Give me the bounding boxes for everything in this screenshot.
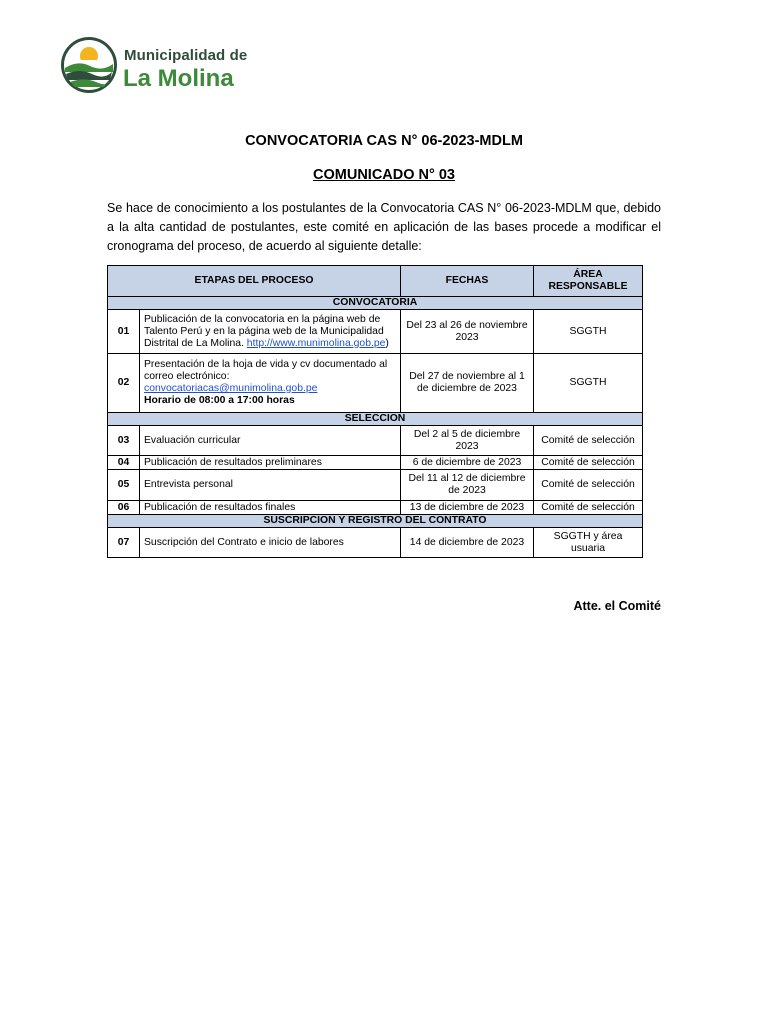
table-row — [108, 528, 643, 558]
row-stage: Evaluación curricular — [140, 426, 401, 456]
email-link[interactable]: convocatoriacas@munimolina.gob.pe — [144, 383, 318, 394]
row-area: SGGTH y área usuaria — [534, 528, 643, 558]
logo-text-top: Municipalidad de — [124, 47, 248, 64]
section-row-seleccion — [108, 413, 643, 426]
row-date: Del 2 al 5 de diciembre 2023 — [401, 426, 534, 456]
table-row — [108, 470, 643, 501]
header-dates: FECHAS — [401, 266, 534, 297]
row-number: 02 — [108, 354, 140, 413]
section-row-convocatoria — [108, 297, 643, 310]
section-label: SELECCION — [108, 413, 643, 426]
row-stage: Suscripción del Contrato e inicio de labores — [140, 528, 401, 558]
row-date: Del 23 al 26 de noviembre 2023 — [401, 310, 534, 354]
row-number: 07 — [108, 528, 140, 558]
signature: Atte. el Comité — [573, 599, 661, 613]
row-area: Comité de selección — [534, 456, 643, 470]
header-area: ÁREA RESPONSABLE — [534, 266, 643, 297]
row-stage-text-end: ) — [385, 337, 389, 349]
row-stage-text: Publicación de la convocatoria en la página web de Talento Perú y en la página web de la Municipalidad Distrital de La Molina. — [144, 313, 384, 349]
row-area: Comité de selección — [534, 501, 643, 515]
document-subtitle: COMUNICADO N° 03 — [313, 167, 455, 183]
section-label: SUSCRIPCION Y REGISTRO DEL CONTRATO — [108, 515, 643, 528]
section-label: CONVOCATORIA — [108, 297, 643, 310]
table-row — [108, 426, 643, 456]
table-row — [108, 310, 643, 354]
row-number: 04 — [108, 456, 140, 470]
municipality-logo-icon — [60, 34, 118, 96]
header-stage: ETAPAS DEL PROCESO — [108, 266, 401, 297]
schedule-table — [107, 265, 643, 558]
municipality-logo — [60, 34, 260, 100]
row-stage-text: Presentación de la hoja de vida y cv documentado al correo electrónico: — [144, 359, 388, 382]
row-number: 06 — [108, 501, 140, 515]
row-date: 6 de diciembre de 2023 — [401, 456, 534, 470]
schedule-hours: Horario de 08:00 a 17:00 horas — [144, 395, 295, 406]
row-area: SGGTH — [534, 310, 643, 354]
row-date: 13 de diciembre de 2023 — [401, 501, 534, 515]
website-link[interactable]: http://www.munimolina.gob.pe — [246, 337, 386, 349]
table-row — [108, 456, 643, 470]
section-row-suscripcion — [108, 515, 643, 528]
row-number: 05 — [108, 470, 140, 501]
row-stage: Publicación de resultados preliminares — [140, 456, 401, 470]
row-area: Comité de selección — [534, 426, 643, 456]
table-row — [108, 354, 643, 413]
row-stage: Entrevista personal — [140, 470, 401, 501]
document-title: CONVOCATORIA CAS N° 06-2023-MDLM — [245, 133, 523, 149]
row-number: 03 — [108, 426, 140, 456]
row-date: 14 de diciembre de 2023 — [401, 528, 534, 558]
row-area: Comité de selección — [534, 470, 643, 501]
row-date: Del 11 al 12 de diciembre de 2023 — [401, 470, 534, 501]
table-header-row — [108, 266, 643, 297]
table-row — [108, 501, 643, 515]
row-stage: Publicación de resultados finales — [140, 501, 401, 515]
row-stage — [140, 354, 401, 413]
intro-paragraph: Se hace de conocimiento a los postulantes de la Convocatoria CAS N° 06-2023-MDLM que, debido a la alta cantidad de postulantes, este comité en aplicación de las bases procede a modificar el cronograma del proceso, de acuerdo al siguiente detalle: — [107, 201, 661, 253]
row-stage — [140, 310, 401, 354]
logo-text-bottom: La Molina — [123, 65, 234, 92]
row-number: 01 — [108, 310, 140, 354]
row-date: Del 27 de noviembre al 1 de diciembre de 2023 — [401, 354, 534, 413]
row-area: SGGTH — [534, 354, 643, 413]
